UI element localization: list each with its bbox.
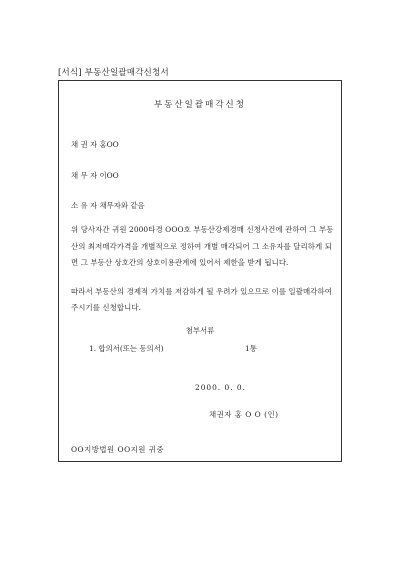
application-date: 2000. 0. 0. xyxy=(195,383,246,392)
signer-line: 채권자 홍 O O (인) xyxy=(209,410,279,419)
body-line: 따라서 부동산의 경제적 가치를 저감하게 될 우려가 있으므로 이를 일괄매각하여 xyxy=(71,287,332,296)
creditor-line: 채 권 자 홍OO xyxy=(71,140,119,149)
document-title: 부동산일괄매각신청 xyxy=(154,100,246,110)
owner-line: 소 유 자 채무자와 같음 xyxy=(71,201,145,210)
body-line: 산의 최저매각가격을 개별적으로 정하여 개별 매각되어 그 소유자를 달리하게 되 xyxy=(71,242,332,251)
court-addressee: OO지방법원 OO지원 귀중 xyxy=(71,445,165,454)
body-line: 면 그 부동산 상호간의 상호이용관계에 있어서 제한을 받게 됩니다. xyxy=(71,258,289,267)
attachments-heading: 첨부서류 xyxy=(185,326,215,335)
body-line: 위 당사자간 귀원 2000타경 OOO호 부동산강제경매 신청사건에 관하여 그 부동 xyxy=(71,225,334,234)
application-form xyxy=(58,80,342,462)
attachment-item: 1. 합의서(또는 동의서) xyxy=(89,344,164,353)
attachment-count: 1통 xyxy=(245,344,257,353)
debtor-line: 채 무 자 이OO xyxy=(71,171,119,180)
form-caption: [서식] 부동산일괄매각신청서 xyxy=(58,68,169,78)
body-line: 주시기를 신청합니다. xyxy=(71,303,142,312)
